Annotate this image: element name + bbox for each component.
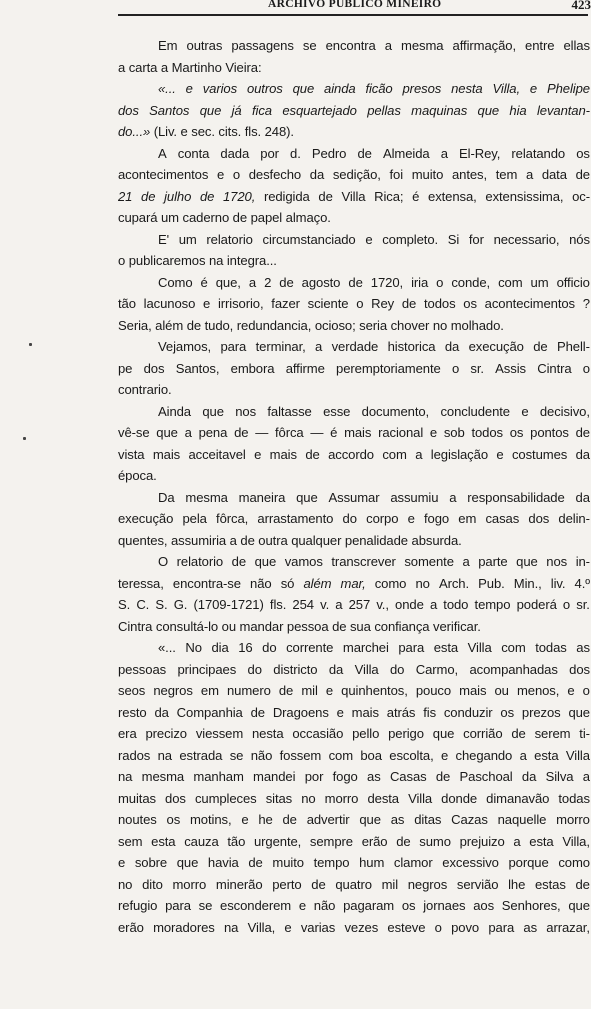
- text-line: na mesma manham mandei por fogo as Casas de Paschoal da Silva a: [118, 769, 590, 784]
- text-line: A conta dada por d. Pedro de Almeida a El-Rey, relatando os: [158, 145, 590, 161]
- margin-mark: [23, 437, 26, 440]
- text-line: teressa, encontra-se não só além mar, como no Arch. Pub. Min., liv. 4.º: [118, 575, 590, 591]
- text-line: 21 de julho de 1720, redigida de Villa Rica; é extensa, extensissima, oc-: [118, 188, 590, 204]
- body-text: [118, 35, 590, 938]
- text-line: e sobre que havia de muito tempo hum clamor excessivo porque como: [118, 855, 590, 870]
- text-line: cupará um caderno de papel almaço.: [118, 210, 331, 225]
- text-line: S. C. S. G. (1709-1721) fls. 254 v. a 257 v., onde a todo tempo poderá o sr.: [118, 597, 590, 612]
- text-line: E' um relatorio circumstanciado e completo. Si for necessario, nós: [158, 231, 590, 247]
- text-line: dos Santos que já fica esquartejado pellas maquinas que hia levantan-: [118, 102, 590, 118]
- text-line: pessoas principaes do districto da Villa do Carmo, acompanhadas dos: [118, 661, 590, 677]
- text-line: vista mais acceitavel e mais de accordo com a legislação e costumes da: [118, 446, 590, 462]
- text-line: muitas dos cumpleces sitas no morro desta Villa donde dimanavão todas: [118, 790, 590, 806]
- text-line: erão moradores na Villa, e varias vezes esteve o povo para as arrazar,: [118, 919, 590, 935]
- text-line: quentes, assumiria a de outra qualquer penalidade absurda.: [118, 532, 462, 548]
- header-rule: [118, 14, 588, 16]
- text-line: Em outras passagens se encontra a mesma affirmação, entre ellas: [158, 38, 590, 53]
- text-line: acontecimentos e o desfecho da sedição, foi muito antes, tem a data de: [118, 167, 590, 182]
- text-line: rados na estrada se não fossem com boa escolta, e chegando a esta Villa: [118, 747, 590, 763]
- text-line: tão lacunoso e irrisorio, fazer sciente o Rey de todos os acontecimentos ?: [118, 296, 590, 311]
- text-line: resto da Companhia de Dragoens e mais atrás fis conduzir os prezos que: [118, 704, 590, 720]
- text-line: execução pela fôrca, arrastamento do corpo e fogo em casas dos delin-: [118, 511, 590, 526]
- text-line: vê-se que a pena de — fôrca — é mais racional e sob todos os pontos de: [118, 425, 590, 440]
- text-line: contrario.: [118, 382, 172, 397]
- text-line: O relatorio de que vamos transcrever somente a parte que nos in-: [158, 554, 590, 569]
- text-line: «... No dia 16 do corrente marchei para esta Villa com todas as: [158, 640, 590, 655]
- text-line: Cintra consultá-lo ou mandar pessoa de sua confiança verificar.: [118, 618, 481, 634]
- text-line: a carta a Martinho Vieira:: [118, 59, 262, 75]
- page-header: [118, 0, 591, 14]
- text-line: Como é que, a 2 de agosto de 1720, iria o conde, com um officio: [158, 274, 590, 290]
- text-line: do...» (Liv. e sec. cits. fls. 248).: [118, 124, 294, 139]
- text-line: seos negros em numero de mil e quinhentos, pouco mais ou menos, e o: [118, 683, 590, 698]
- text-line: pe dos Santos, embora affirme peremptoriamente o sr. Assis Cintra o: [118, 360, 590, 376]
- page-number: 423: [571, 0, 591, 12]
- text-line: Da mesma maneira que Assumar assumiu a responsabilidade da: [158, 489, 590, 505]
- text-line: época.: [118, 468, 157, 483]
- text-line: o publicaremos na integra...: [118, 253, 277, 268]
- text-line: era precizo viessem nesta occasião pello perigo que corrião de serem ti-: [118, 726, 590, 741]
- text-line: «... e varios outros que ainda ficão presos nesta Villa, e Phelipe: [158, 81, 590, 96]
- text-line: Seria, além de tudo, redundancia, ocioso; seria chover no molhado.: [118, 317, 504, 333]
- text-line: Vejamos, para terminar, a verdade historica da execução de Phell-: [158, 339, 590, 354]
- margin-mark: [29, 343, 32, 346]
- text-line: no dito morro minerão perto de quatro mil negros servião lhe estas de: [118, 876, 590, 892]
- text-line: refugio para se esconderem e não pagaram os jornaes aos Senhores, que: [118, 898, 590, 913]
- running-head: ARCHIVO PUBLICO MINEIRO: [268, 0, 442, 10]
- text-line: sem esta cauza tão urgente, sempre erão de sumo prejuizo a esta Villa,: [118, 833, 590, 849]
- text-line: Ainda que nos faltasse esse documento, concludente e decisivo,: [158, 403, 590, 419]
- text-line: noutes os motins, e he de advertir que as ditas Cazas naquelle morro: [118, 812, 590, 827]
